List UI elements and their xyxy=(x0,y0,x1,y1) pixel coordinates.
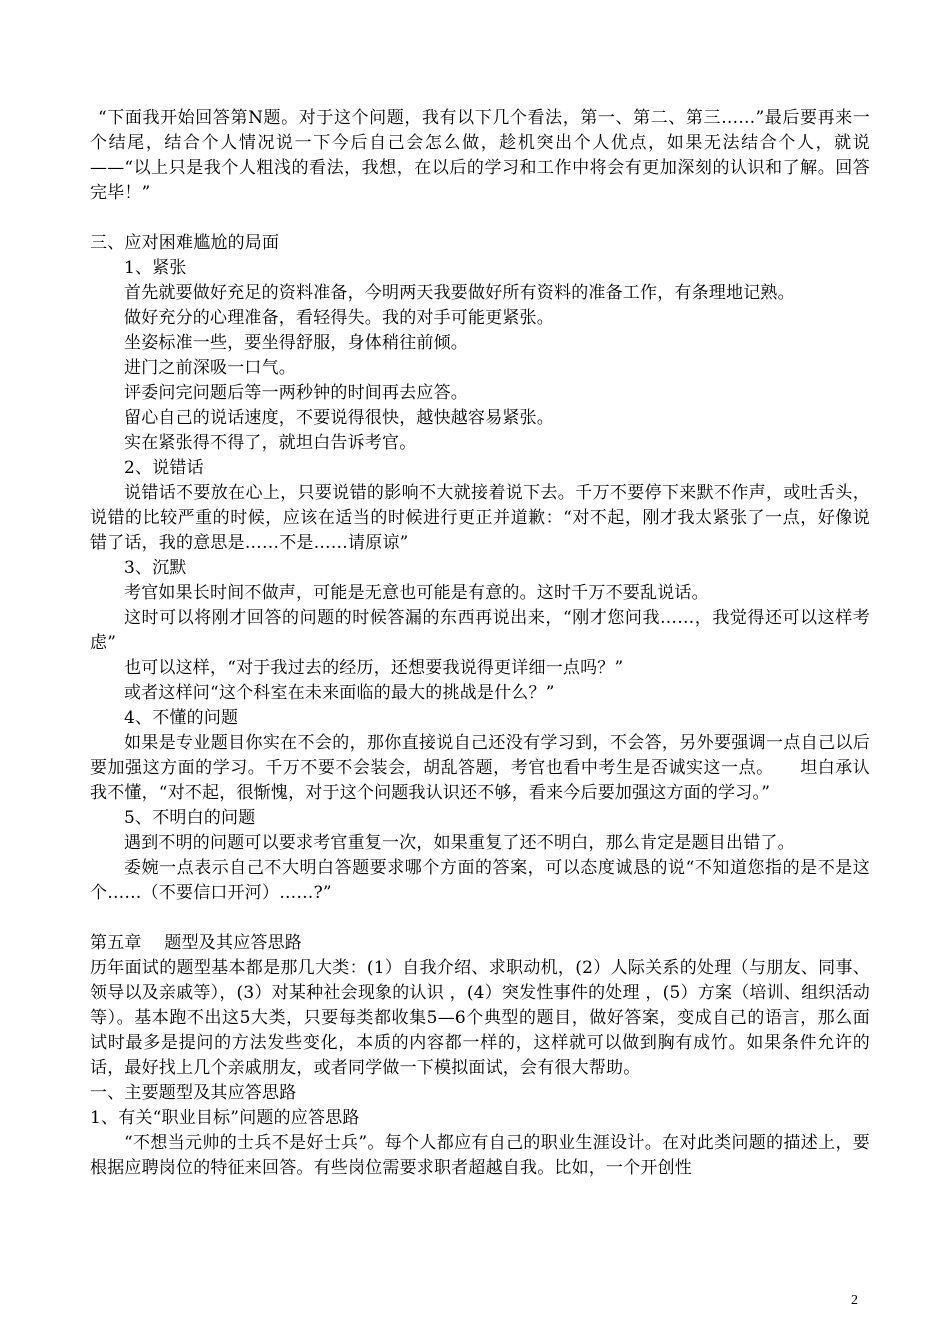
section3-item3-title: 3、沉默 xyxy=(124,558,187,578)
section3-item1-line: 首先就要做好充足的资料准备，今明两天我要做好所有资料的准备工作，有条理地记熟。 xyxy=(124,283,795,303)
section3-item2-text: 说错话不要放在心上，只要说错的影响不大就接着说下去。千万不要停下来默不作声，或吐舌头，说错的比较严重的时候，应该在适当的时候进行更正并道歉：“对不起，刚才我太紧张了一点，好像说错了话，我的意思是……不是……请原谅” xyxy=(90,483,870,553)
section3-item1-line: 坐姿标准一些，要坐得舒服，身体稍往前倾。 xyxy=(124,333,468,353)
section3-item3-text: 这时可以将刚才回答的问题的时候答漏的东西再说出来，“刚才您问我……，我觉得还可以这样考虑” xyxy=(90,608,870,653)
section3-item1-line: 留心自己的说话速度，不要说得很快，越快越容易紧张。 xyxy=(124,408,554,428)
section3-item3-text: 考官如果长时间不做声，可能是无意也可能是有意的。这时千万不要乱说话。 xyxy=(124,583,709,603)
chapter5-item1-text: “不想当元帅的士兵不是好士兵”。每个人都应有自己的职业生涯设计。在对此类问题的描述上，要根据应聘岗位的特征来回答。有些岗位需要求职者超越自我。比如，一个开创性 xyxy=(90,1133,870,1178)
chapter5-item1-heading: 1、有关“职业目标”问题的应答思路 xyxy=(90,1108,360,1128)
section3-item1-title: 1、紧张 xyxy=(124,258,187,278)
section3-item3-text: 或者这样问“这个科室在未来面临的最大的挑战是什么？” xyxy=(124,683,555,703)
chapter5-heading: 第五章 题型及其应答思路 xyxy=(90,933,303,953)
section3-item5-text: 遇到不明的问题可以要求考官重复一次，如果重复了还不明白，那么肯定是题目出错了。 xyxy=(124,833,795,853)
section3-item4-text: 如果是专业题目你实在不会的，那你直接说自己还没有学习到，不会答，另外要强调一点自己以后要加强这方面的学习。千万不要不会装会，胡乱答题，考官也看中考生是否诚实这一点。 坦白承认我不懂，“对不起，很惭愧，对于这个问题我认识还不够，看来今后要加强这方面的学习。” xyxy=(90,733,870,803)
section3-item2-title: 2、说错话 xyxy=(124,458,204,478)
section3-item5-title: 5、不明白的问题 xyxy=(124,808,256,828)
section3-item1-line: 进门之前深吸一口气。 xyxy=(124,358,296,378)
section3-item1-line: 实在紧张得不得了，就坦白告诉考官。 xyxy=(124,433,417,453)
page-number: 2 xyxy=(851,1293,858,1308)
chapter5-paragraph: 历年面试的题型基本都是那几大类：(1）自我介绍、求职动机，(2）人际关系的处理（与朋友、同事、领导以及亲戚等），(3）对某种社会现象的认识 ，(4）突发性事件的处理 ，(5）方案（培训、组织活动等）。基本跑不出这5大类，只要每类都收集5—6个典型的题目，做好答案，变成自己的语言，那么面试时最多是提问的方法发些变化，本质的内容都一样的，这样就可以做到胸有成竹。如果条件允许的话，最好找上几个亲戚朋友，或者同学做一下模拟面试，会有很大帮助。 xyxy=(90,958,870,1078)
section3-item5-text: 委婉一点表示自己不大明白答题要求哪个方面的答案，可以态度诚恳的说“不知道您指的是不是这个……（不要信口开河）……?” xyxy=(90,858,870,903)
paragraph-gap xyxy=(90,206,870,231)
paragraph-gap xyxy=(90,906,870,931)
section3-item4-title: 4、不懂的问题 xyxy=(124,708,239,728)
section3-item1-line: 做好充分的心理准备，看轻得失。我的对手可能更紧张。 xyxy=(124,308,554,328)
page-body xyxy=(90,106,870,1181)
section3-item1-line: 评委问完问题后等一两秒钟的时间再去应答。 xyxy=(124,383,468,403)
section3-heading: 三、应对困难尴尬的局面 xyxy=(90,233,280,253)
chapter5-sub-heading: 一、主要题型及其应答思路 xyxy=(90,1083,297,1103)
intro-paragraph: “下面我开始回答第N题。对于这个问题，我有以下几个看法，第一、第二、第三……”最后要再来一个结尾，结合个人情况说一下今后自己会怎么做，趁机突出个人优点，如果无法结合个人，就说——“以上只是我个人粗浅的看法，我想，在以后的学习和工作中将会有更加深刻的认识和了解。回答完毕！” xyxy=(90,108,870,203)
section3-item3-text: 也可以这样，“对于我过去的经历，还想要我说得更详细一点吗？” xyxy=(124,658,624,678)
